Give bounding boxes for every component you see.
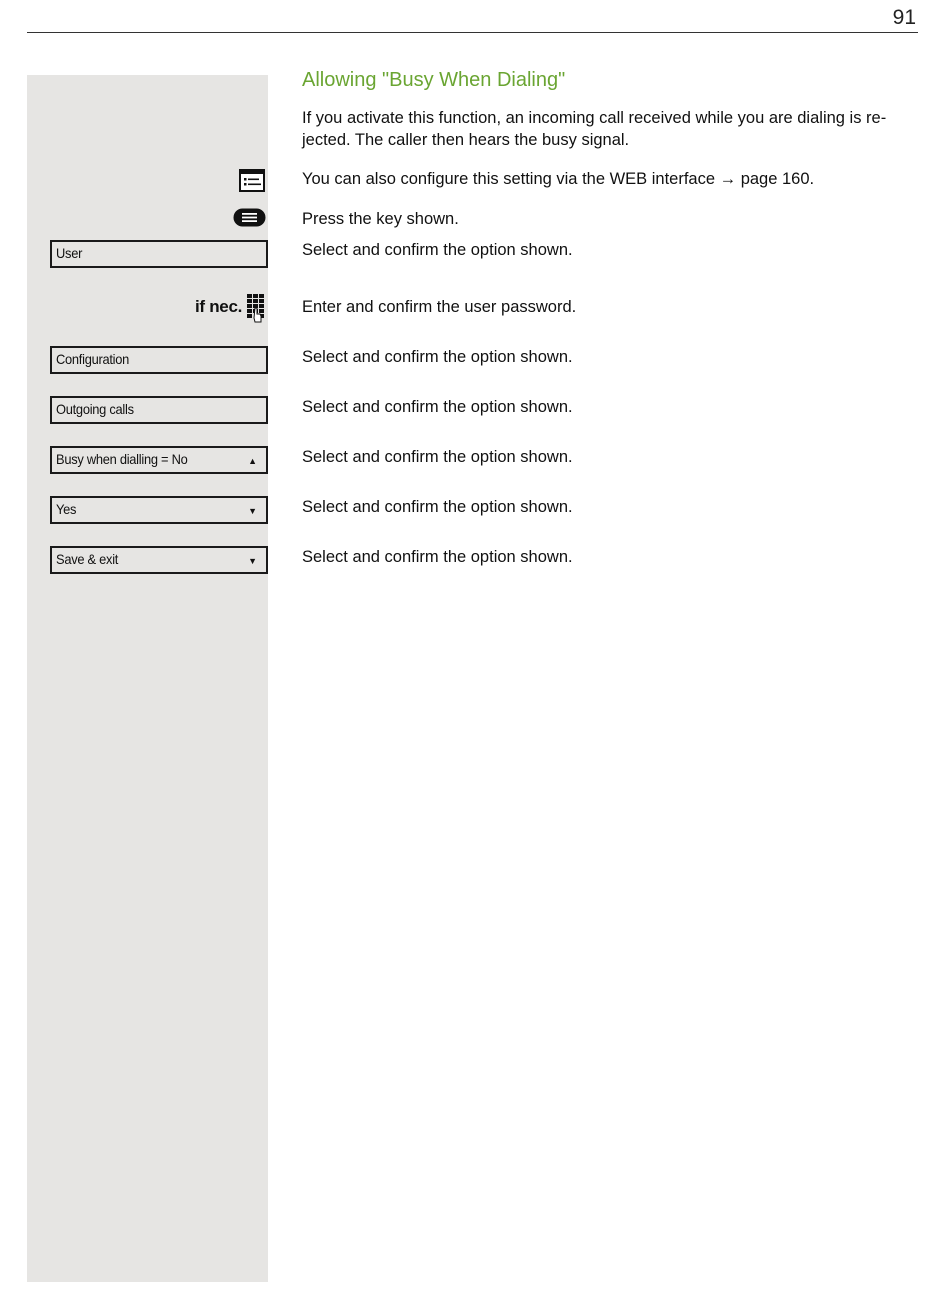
option-outgoing-calls[interactable]	[50, 396, 268, 424]
busy-step-text: Select and confirm the option shown.	[302, 448, 573, 466]
option-yes[interactable]	[50, 496, 268, 524]
option-label: Configuration	[56, 351, 130, 367]
if-nec-label: if nec.	[195, 297, 243, 316]
web-interface-icon	[239, 169, 265, 197]
user-step-text: Select and confirm the option shown.	[302, 241, 573, 259]
option-busy-when-dialling[interactable]	[50, 446, 268, 474]
option-label: User	[56, 245, 83, 261]
option-label: Outgoing calls	[56, 401, 134, 417]
menu-key-icon	[233, 208, 266, 232]
configuration-step-text: Select and confirm the option shown.	[302, 348, 573, 366]
option-configuration[interactable]	[50, 346, 268, 374]
option-label: Busy when dialling = No	[56, 451, 188, 467]
option-user[interactable]	[50, 240, 268, 268]
save-step-text: Select and confirm the option shown.	[302, 548, 573, 566]
top-rule	[27, 32, 918, 33]
arrow-up-icon: ▲	[248, 456, 257, 466]
option-save-exit[interactable]	[50, 546, 268, 574]
option-label: Yes	[56, 501, 77, 517]
password-step-text: Enter and confirm the user password.	[302, 298, 577, 316]
arrow-down-icon: ▼	[248, 506, 257, 516]
outgoing-step-text: Select and confirm the option shown.	[302, 398, 573, 416]
yes-step-text: Select and confirm the option shown.	[302, 498, 573, 516]
keypad-icon	[247, 294, 267, 329]
option-label: Save & exit	[56, 551, 119, 567]
press-key-text: Press the key shown.	[302, 210, 459, 228]
page-number: 91	[892, 6, 916, 29]
section-intro: If you activate this function, an incoming call received while you are dialing is re-jected. The caller then hears the busy signal.	[302, 109, 887, 149]
web-config-text: You can also configure this setting via the WEB interface → page 160.	[302, 170, 815, 188]
arrow-down-icon: ▼	[248, 556, 257, 566]
section-title: Allowing "Busy When Dialing"	[302, 69, 566, 91]
